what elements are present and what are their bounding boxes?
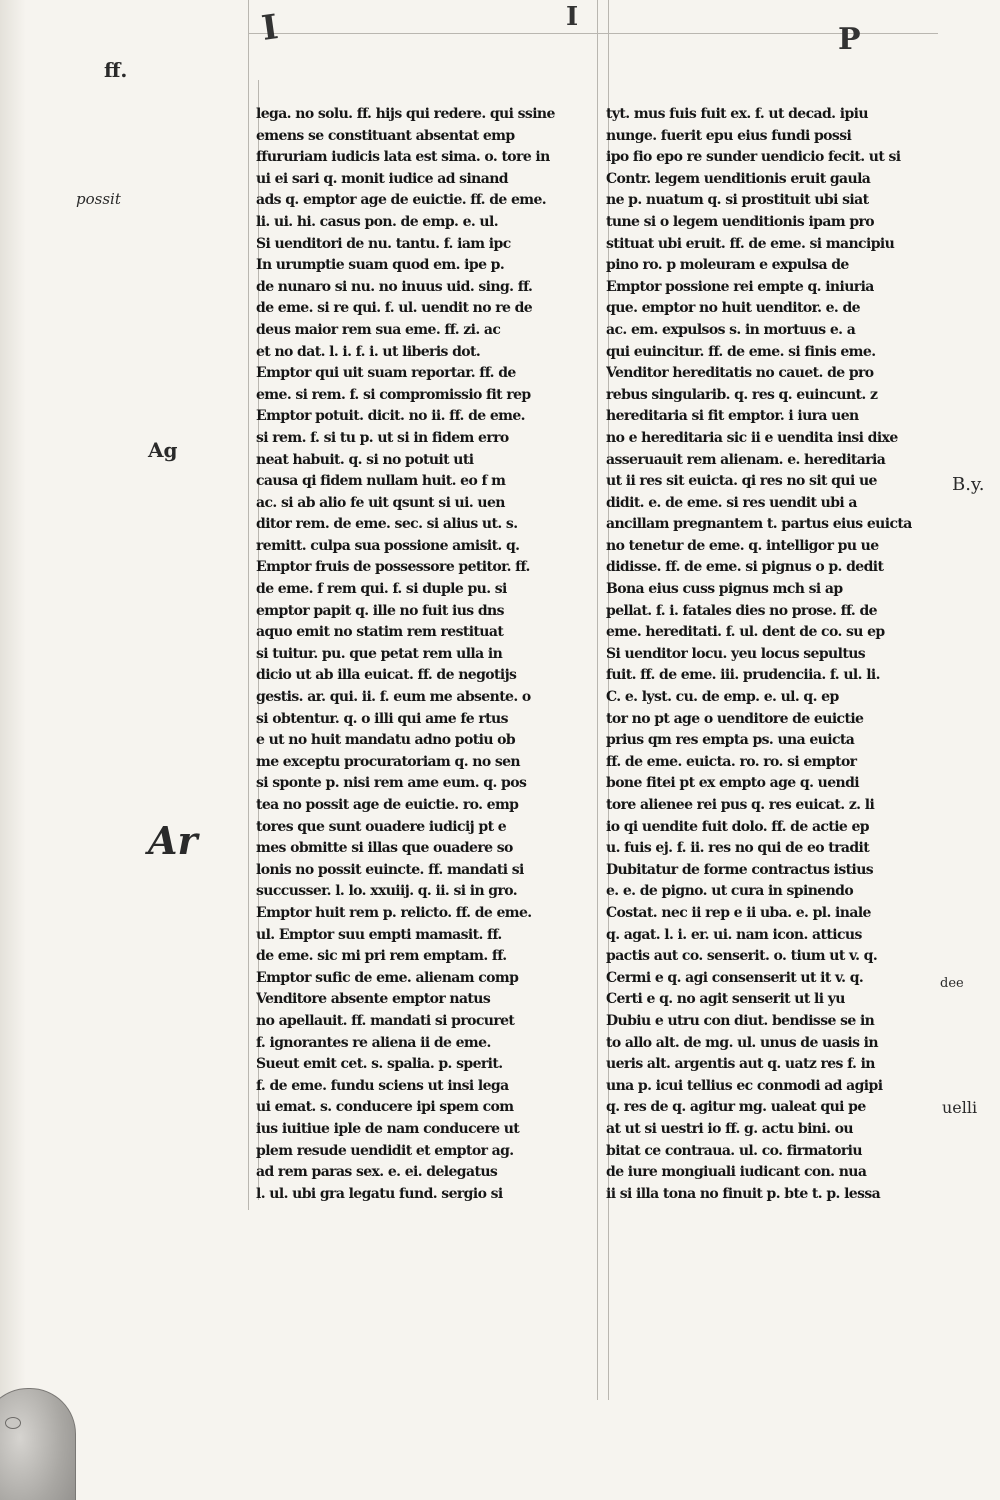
left-column-line: f. de eme. fundu sciens ut insi lega <box>256 1077 509 1094</box>
right-column-line: io qi uendite fuit dolo. ff. de actie ep <box>606 818 870 835</box>
right-column-line: Dubitatur de forme contractus istius <box>606 861 874 878</box>
right-column-line: pactis aut co. senserit. o. tium ut v. q. <box>606 948 878 965</box>
right-column-line: tyt. mus fuis fuit ex. f. ut decad. ipiu <box>606 106 868 122</box>
left-column-line: neat habuit. q. si no potuit uti <box>256 451 474 468</box>
left-column-line: Sueut emit cet. s. spalia. p. sperit. <box>256 1056 503 1073</box>
left-column-line: e ut no huit mandatu adno potiu ob <box>256 732 516 749</box>
header-mark-center: I <box>566 2 579 32</box>
right-column-line: stituat ubi eruit. ff. de eme. si mancipiu <box>606 235 895 252</box>
right-column-line: una p. icui tellius ec conmodi ad agipi <box>606 1077 883 1094</box>
ruling-line-top <box>248 33 938 34</box>
text-column-right <box>606 104 936 1205</box>
left-column-line: Emptor sufic de eme. alienam comp <box>256 969 519 986</box>
margin-gloss-right-2: dee <box>940 976 964 991</box>
left-column-line: ui emat. s. conducere ipi spem com <box>256 1099 514 1116</box>
right-column-line: ancillam pregnantem t. partus eius euicta <box>606 516 912 533</box>
right-column-line: fuit. ff. de eme. iii. prudenciia. f. ul. li. <box>606 667 880 684</box>
left-column-line: tores que sunt ouadere iudicij pt e <box>256 818 507 835</box>
left-column-line: no apellauit. ff. mandati si procuret <box>256 1012 515 1029</box>
left-column-line: ads q. emptor age de euictie. ff. de eme. <box>256 192 547 209</box>
right-column-line: ueris alt. argentis aut q. uatz res f. in <box>606 1056 875 1073</box>
right-column-line: nunge. fuerit epu eius fundi possi <box>606 127 852 144</box>
header-mark-right: P <box>838 22 861 57</box>
margin-gloss-left-3: Ag <box>148 438 178 462</box>
right-column-line: Costat. nec ii rep e ii uba. e. pl. inale <box>606 904 871 921</box>
margin-gloss-right-1: B.y. <box>952 474 985 495</box>
left-column-line: plem resude uendidit et emptor ag. <box>256 1142 514 1159</box>
left-column-line: emens se constituant absentat emp <box>256 127 515 144</box>
left-column-line: me exceptu procuratoriam q. no sen <box>256 753 520 770</box>
left-column-line: Venditore absente emptor natus <box>256 991 491 1008</box>
right-column-line: pino ro. p moleuram e expulsa de <box>606 257 849 274</box>
thumb-holding-page <box>0 1388 76 1500</box>
right-column-line: que. emptor no huit uenditor. e. de <box>606 300 860 317</box>
left-column-line: de nunaro si nu. no inuus uid. sing. ff. <box>256 278 533 295</box>
right-column-line: q. res de q. agitur mg. ualeat qui pe <box>606 1099 866 1116</box>
left-column-line: ditor rem. de eme. sec. si alius ut. s. <box>256 516 518 533</box>
right-column-line: pellat. f. i. fatales dies no prose. ff. de <box>606 602 877 619</box>
right-column-line: ff. de eme. euicta. ro. ro. si emptor <box>606 753 857 770</box>
right-column-line: u. fuis ej. f. ii. res no qui de eo tradit <box>606 840 870 857</box>
right-column-line: q. agat. l. i. er. ui. nam icon. atticus <box>606 926 862 943</box>
right-column-line: ipo fio epo re sunder uendicio fecit. ut si <box>606 149 901 166</box>
right-column-line: to allo alt. de mg. ul. unus de uasis in <box>606 1034 878 1051</box>
left-column-line: ad rem paras sex. e. ei. delegatus <box>256 1164 498 1181</box>
left-column-line: causa qi fidem nullam huit. eo f m <box>256 473 506 490</box>
left-column-line: remitt. culpa sua possione amisit. q. <box>256 537 520 554</box>
text-column-left <box>256 104 582 1205</box>
right-column-line: e. e. de pigno. ut cura in spinendo <box>606 883 854 900</box>
right-column-line: asseruauit rem alienam. e. hereditaria <box>606 451 886 468</box>
left-column-line: dicio ut ab illa euicat. ff. de negotijs <box>256 667 517 684</box>
left-column-line: emptor papit q. ille no fuit ius dns <box>256 602 504 619</box>
right-column-line: eme. hereditati. f. ul. dent de co. su ep <box>606 624 885 641</box>
left-column-line: et no dat. l. i. f. i. ut liberis dot. <box>256 343 481 360</box>
left-column-line: Emptor qui uit suam reportar. ff. de <box>256 365 516 382</box>
left-column-line: Emptor huit rem p. relicto. ff. de eme. <box>256 904 532 921</box>
left-column-line: eme. si rem. f. si compromissio fit rep <box>256 386 531 403</box>
left-column-line: Emptor potuit. dicit. no ii. ff. de eme. <box>256 408 525 425</box>
right-column-line: at ut si uestri io ff. g. actu bini. ou <box>606 1120 853 1137</box>
right-column-line: C. e. lyst. cu. de emp. e. ul. q. ep <box>606 689 839 706</box>
right-column-line: ac. em. expulsos s. in mortuus e. a <box>606 321 856 338</box>
right-column-line: Bona eius cuss pignus mch si ap <box>606 581 843 598</box>
right-column-line: ne p. nuatum q. si prostituit ubi siat <box>606 192 869 209</box>
right-column-line: Venditor hereditatis no cauet. de pro <box>606 365 874 382</box>
binding-edge <box>0 0 26 1500</box>
left-column-line: ius iuitiue iple de nam conducere ut <box>256 1120 520 1137</box>
margin-gloss-left-1: ff. <box>104 58 128 82</box>
left-column-line: Emptor fruis de possessore petitor. ff. <box>256 559 530 576</box>
margin-gloss-left-4: Ar <box>148 818 198 863</box>
left-column-line: ui ei sari q. monit iudice ad sinand <box>256 170 508 187</box>
right-column-line: bitat ce contraua. ul. co. firmatoriu <box>606 1142 862 1159</box>
left-column-line: si sponte p. nisi rem ame eum. q. pos <box>256 775 527 792</box>
right-column-line: didisse. ff. de eme. si pignus o p. dedit <box>606 559 884 576</box>
right-column-line: no e hereditaria sic ii e uendita insi dixe <box>606 429 898 446</box>
left-column-line: si rem. f. si tu p. ut si in fidem erro <box>256 429 509 446</box>
right-column-line: hereditaria si fit emptor. i iura uen <box>606 408 859 425</box>
right-column-line: ii si illa tona no finuit p. bte t. p. lessa <box>606 1185 881 1202</box>
margin-gloss-left-2: possit <box>76 190 121 208</box>
right-column-line: no tenetur de eme. q. intelligor pu ue <box>606 537 879 554</box>
margin-gloss-right-3: uelli <box>942 1098 978 1117</box>
left-column-line: l. ul. ubi gra legatu fund. sergio si <box>256 1185 503 1202</box>
left-column-line: aquo emit no statim rem restituat <box>256 624 504 641</box>
left-column-line: ac. si ab alio fe uit qsunt si ui. uen <box>256 494 505 511</box>
right-column-line: qui euincitur. ff. de eme. si finis eme. <box>606 343 876 360</box>
ruling-line-left-outer <box>248 0 249 1210</box>
left-column-line: Si uenditori de nu. tantu. f. iam ipc <box>256 235 511 252</box>
left-column-line: f. ignorantes re aliena ii de eme. <box>256 1034 491 1051</box>
ruling-line-center-left <box>597 0 598 1400</box>
right-column-line: Contr. legem uenditionis eruit gaula <box>606 170 871 187</box>
right-column-line: Certi e q. no agit senserit ut li yu <box>606 991 845 1008</box>
right-column-line: Si uenditor locu. yeu locus sepultus <box>606 645 866 662</box>
left-column-line: si tuitur. pu. que petat rem ulla in <box>256 645 503 662</box>
right-column-line: ut ii res sit euicta. qi res no sit qui ue <box>606 473 877 490</box>
right-column-line: tune si o legem uenditionis ipam pro <box>606 213 875 230</box>
left-column-line: ul. Emptor suu empti mamasit. ff. <box>256 926 502 943</box>
right-column-line: rebus singularib. q. res q. euincunt. z <box>606 386 878 403</box>
left-column-line: de eme. si re qui. f. ul. uendit no re de <box>256 300 533 317</box>
left-column-line: li. ui. hi. casus pon. de emp. e. ul. <box>256 213 498 230</box>
left-column-line: ffururiam iudicis lata est sima. o. tore in <box>256 149 550 166</box>
left-column-line: In urumptie suam quod em. ipe p. <box>256 257 505 274</box>
left-column-line: de eme. f rem qui. f. si duple pu. si <box>256 581 507 598</box>
right-column-line: de iure mongiuali iudicant con. nua <box>606 1164 867 1181</box>
thumbnail-nail <box>5 1417 21 1429</box>
header-mark-left: I <box>259 7 281 49</box>
right-column-line: Emptor possione rei empte q. iniuria <box>606 278 874 295</box>
left-column-line: lonis no possit euincte. ff. mandati si <box>256 861 524 878</box>
right-column-line: prius qm res empta ps. una euicta <box>606 732 855 749</box>
right-column-line: bone fitei pt ex empto age q. uendi <box>606 775 859 792</box>
right-column-line: didit. e. de eme. si res uendit ubi a <box>606 494 857 511</box>
right-column-line: Cermi e q. agi consenserit ut it v. q. <box>606 969 864 986</box>
right-column-line: Dubiu e utru con diut. bendisse se in <box>606 1012 875 1029</box>
left-column-line: gestis. ar. qui. ii. f. eum me absente. o <box>256 689 531 706</box>
left-column-line: lega. no solu. ff. hijs qui redere. qui ssine <box>256 106 555 122</box>
left-column-line: mes obmitte si illas que ouadere so <box>256 840 513 857</box>
left-column-line: si obtentur. q. o illi qui ame fe rtus <box>256 710 508 727</box>
left-column-line: deus maior rem sua eme. ff. zi. ac <box>256 321 501 338</box>
right-column-line: tor no pt age o uenditore de euictie <box>606 710 864 727</box>
left-column-line: tea no possit age de euictie. ro. emp <box>256 797 519 813</box>
left-column-line: de eme. sic mi pri rem emptam. ff. <box>256 948 507 965</box>
right-column-line: tore alienee rei pus q. res euicat. z. li <box>606 797 875 813</box>
left-column-line: succusser. l. lo. xxuiij. q. ii. si in gro. <box>256 883 518 900</box>
